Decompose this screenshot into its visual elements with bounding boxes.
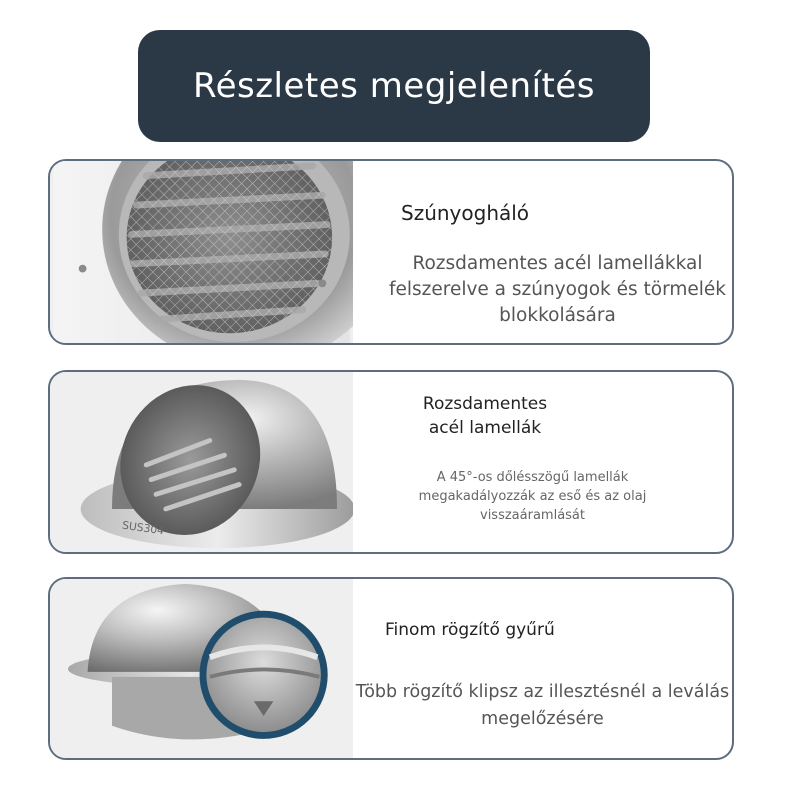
card-description: A 45°-os dőlésszögű lamellák megakadályozzák az eső és az olaj visszaáramlását [418, 470, 647, 523]
card-description: Több rögzítő klipsz az illesztésnél a leválás megelőzésére [355, 682, 730, 729]
card-heading: Szúnyogháló [401, 201, 530, 225]
feature-card-mesh [48, 159, 734, 345]
card-heading: Rozsdamentes acél lamellák [422, 394, 548, 438]
card-heading: Finom rögzítő gyűrű [385, 620, 555, 640]
vent-louver-photo [50, 372, 353, 552]
embossed-label: SUS304 [121, 518, 165, 538]
page-title: Részletes megjelenítés [192, 66, 596, 106]
vent-ring-photo [50, 579, 353, 758]
title-banner [138, 30, 650, 142]
vent-mesh-photo [50, 161, 353, 343]
card-description: Rozsdamentes acél lamellákkal felszerelve a szúnyogok és törmelék blokkolására [388, 253, 727, 326]
feature-card-ring [48, 577, 734, 760]
feature-card-louvers [48, 370, 734, 554]
